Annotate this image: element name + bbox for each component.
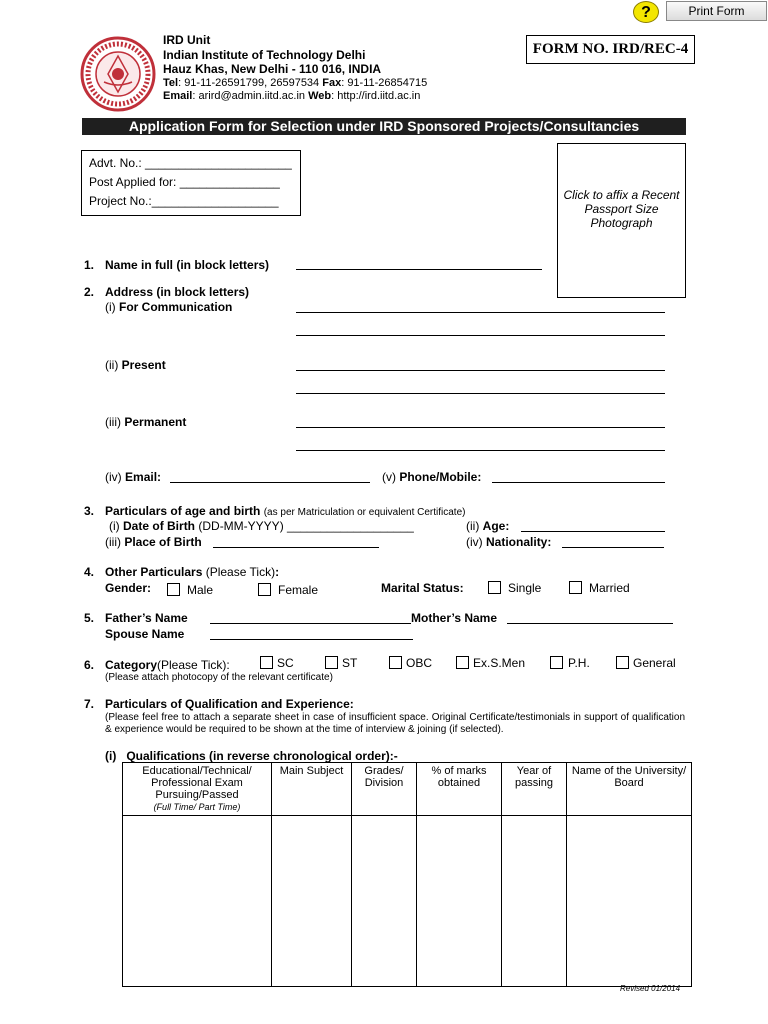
pob-row [105, 535, 202, 549]
mother-name-field[interactable] [507, 623, 673, 624]
spouse-name-label: Spouse Name [105, 627, 185, 641]
sc-checkbox[interactable] [260, 656, 273, 669]
pob-num: (iii) [105, 535, 121, 549]
help-icon[interactable]: ? [633, 1, 659, 23]
print-form-button[interactable]: Print Form [666, 1, 767, 21]
male-label: Male [187, 583, 214, 597]
ex-servicemen-label: Ex.S.Men [473, 656, 526, 670]
q7-label: Particulars of Qualification and Experience: [105, 697, 354, 711]
father-name-label: Father’s Name [105, 611, 188, 625]
address-iii-num: (iii) [105, 415, 121, 429]
col-marks-header: % of marks obtained [417, 763, 502, 816]
phone-field[interactable] [492, 482, 665, 483]
place-of-birth-field[interactable] [213, 547, 379, 548]
tel-value: : 91-11-26591799, 26597534 [178, 77, 320, 89]
comm-address-line-1[interactable] [296, 312, 665, 313]
obc-label: OBC [406, 656, 433, 670]
post-applied-field[interactable]: Post Applied for: _______________ [89, 175, 280, 189]
married-label: Married [589, 581, 630, 595]
marks-cell[interactable] [417, 816, 502, 987]
female-label: Female [278, 583, 319, 597]
q3-heading [105, 504, 465, 518]
q1-number: 1. [84, 258, 95, 272]
q4-number: 4. [84, 565, 95, 579]
col-exam-subtext: (Full Time/ Part Time) [153, 802, 241, 812]
year-cell[interactable] [502, 816, 567, 987]
contact-tel-fax [163, 77, 427, 89]
permanent-address-line-2[interactable] [296, 450, 665, 451]
table-header-row [123, 763, 692, 816]
advt-no-field[interactable]: Advt. No.: ______________________ [89, 156, 292, 170]
grades-cell[interactable] [352, 816, 417, 987]
email-row [105, 470, 161, 484]
photo-upload-box[interactable]: Click to affix a Recent Passport Size Photograph [557, 143, 686, 298]
q4-tick: (Please Tick) [205, 565, 276, 579]
present-address-line-1[interactable] [296, 370, 665, 371]
father-name-field[interactable] [210, 623, 411, 624]
ex-servicemen-checkbox[interactable] [456, 656, 469, 669]
phone-row [382, 470, 481, 484]
nationality-num: (iv) [466, 535, 483, 549]
st-label: ST [342, 656, 358, 670]
qualifications-table [122, 762, 692, 987]
age-row [466, 519, 509, 533]
form-number: FORM NO. IRD/REC-4 [526, 35, 695, 64]
q3-note: (as per Matriculation or equivalent Certificate) [263, 507, 466, 518]
mother-name-label: Mother’s Name [411, 611, 498, 625]
ph-label: P.H. [568, 656, 590, 670]
address-iii [105, 415, 186, 429]
fax-value: : 91-11-26854715 [341, 77, 428, 89]
q4-colon: : [275, 565, 280, 579]
q6-heading [105, 658, 230, 672]
qualifications-heading [105, 749, 398, 763]
address-iii-label: Permanent [124, 415, 187, 429]
dob-num: (i) [109, 519, 120, 533]
col-year-header: Year of passing [502, 763, 567, 816]
iit-delhi-logo-icon [80, 36, 156, 112]
web-label: Web [308, 90, 332, 102]
address-ii-label: Present [121, 358, 166, 372]
ph-checkbox[interactable] [550, 656, 563, 669]
q6-label: Category [105, 658, 158, 672]
address-ii-num: (ii) [105, 358, 119, 372]
subject-cell[interactable] [272, 816, 352, 987]
contact-email-web [163, 90, 420, 102]
col-grades-header: Grades/ Division [352, 763, 417, 816]
dob-field[interactable]: (DD-MM-YYYY) ___________________ [198, 519, 414, 533]
q6-note: (Please attach photocopy of the relevant certificate) [105, 672, 333, 683]
fax-label: Fax [322, 77, 342, 89]
address-i [105, 300, 232, 314]
unit-name: IRD Unit [163, 33, 211, 47]
dob-row [109, 519, 414, 533]
exam-cell[interactable] [123, 816, 272, 987]
single-label: Single [508, 581, 542, 595]
q4-heading [105, 565, 279, 579]
general-label: General [633, 656, 676, 670]
tel-label: Tel [163, 77, 179, 89]
institute-address: Hauz Khas, New Delhi - 110 016, INDIA [163, 62, 382, 76]
q3-label: Particulars of age and birth [105, 504, 261, 518]
age-field[interactable] [521, 531, 665, 532]
applicant-email-field[interactable] [170, 482, 370, 483]
nationality-row [466, 535, 551, 549]
comm-address-line-2[interactable] [296, 335, 665, 336]
q7-number: 7. [84, 697, 95, 711]
q7-note: (Please feel free to attach a separate sheet in case of insufficient space. Original Certificate/testimonials in support of qualification & experience would be required to be shown at the time of interview & joining (if selected). [105, 712, 685, 735]
present-address-line-2[interactable] [296, 393, 665, 394]
age-num: (ii) [466, 519, 480, 533]
project-no-field[interactable]: Project No.:___________________ [89, 194, 279, 208]
q3-number: 3. [84, 504, 95, 518]
age-label: Age: [482, 519, 510, 533]
q4-label: Other Particulars [105, 565, 203, 579]
email-row-label: Email: [125, 470, 162, 484]
marital-status-label: Marital Status: [381, 581, 464, 595]
qualifications-num: (i) [105, 749, 117, 763]
permanent-address-line-1[interactable] [296, 427, 665, 428]
nationality-label: Nationality: [486, 535, 552, 549]
married-checkbox[interactable] [569, 581, 582, 594]
col-subject-header: Main Subject [272, 763, 352, 816]
general-checkbox[interactable] [616, 656, 629, 669]
web-value: : http://ird.iitd.ac.in [331, 90, 421, 102]
address-i-label: For Communication [119, 300, 233, 314]
gender-label: Gender: [105, 581, 152, 595]
q1-label: Name in full (in block letters) [105, 258, 270, 272]
pob-label: Place of Birth [124, 535, 202, 549]
q6-number: 6. [84, 658, 95, 672]
q2-number: 2. [84, 285, 95, 299]
sc-label: SC [277, 656, 294, 670]
email-label: Email [163, 90, 193, 102]
col-exam-header [123, 763, 272, 816]
email-num: (iv) [105, 470, 122, 484]
q6-tick: (Please Tick): [157, 658, 230, 672]
spouse-name-field[interactable] [210, 639, 413, 640]
email-value: : arird@admin.iitd.ac.in [192, 90, 306, 102]
advertisement-box [81, 150, 301, 216]
institute-name: Indian Institute of Technology Delhi [163, 48, 366, 62]
university-cell[interactable] [567, 816, 692, 987]
revision-note: Revised 01/2014 [620, 984, 681, 993]
qualifications-label: Qualifications (in reverse chronological order):- [126, 749, 398, 763]
st-checkbox[interactable] [325, 656, 338, 669]
col-university-header: Name of the University/ Board [567, 763, 692, 816]
male-checkbox[interactable] [167, 583, 180, 596]
dob-label: Date of Birth [123, 519, 196, 533]
single-checkbox[interactable] [488, 581, 501, 594]
name-field[interactable] [296, 269, 542, 270]
address-ii [105, 358, 166, 372]
address-i-num: (i) [105, 300, 116, 314]
table-row [123, 816, 692, 987]
q2-label: Address (in block letters) [105, 285, 250, 299]
form-title: Application Form for Selection under IRD Sponsored Projects/Consultancies [82, 118, 686, 135]
nationality-field[interactable] [562, 547, 664, 548]
obc-checkbox[interactable] [389, 656, 402, 669]
q5-number: 5. [84, 611, 95, 625]
phone-row-label: Phone/Mobile: [399, 470, 482, 484]
female-checkbox[interactable] [258, 583, 271, 596]
phone-num: (v) [382, 470, 396, 484]
col-exam-text: Educational/Technical/ Professional Exam Pursuing/Passed [142, 765, 252, 801]
